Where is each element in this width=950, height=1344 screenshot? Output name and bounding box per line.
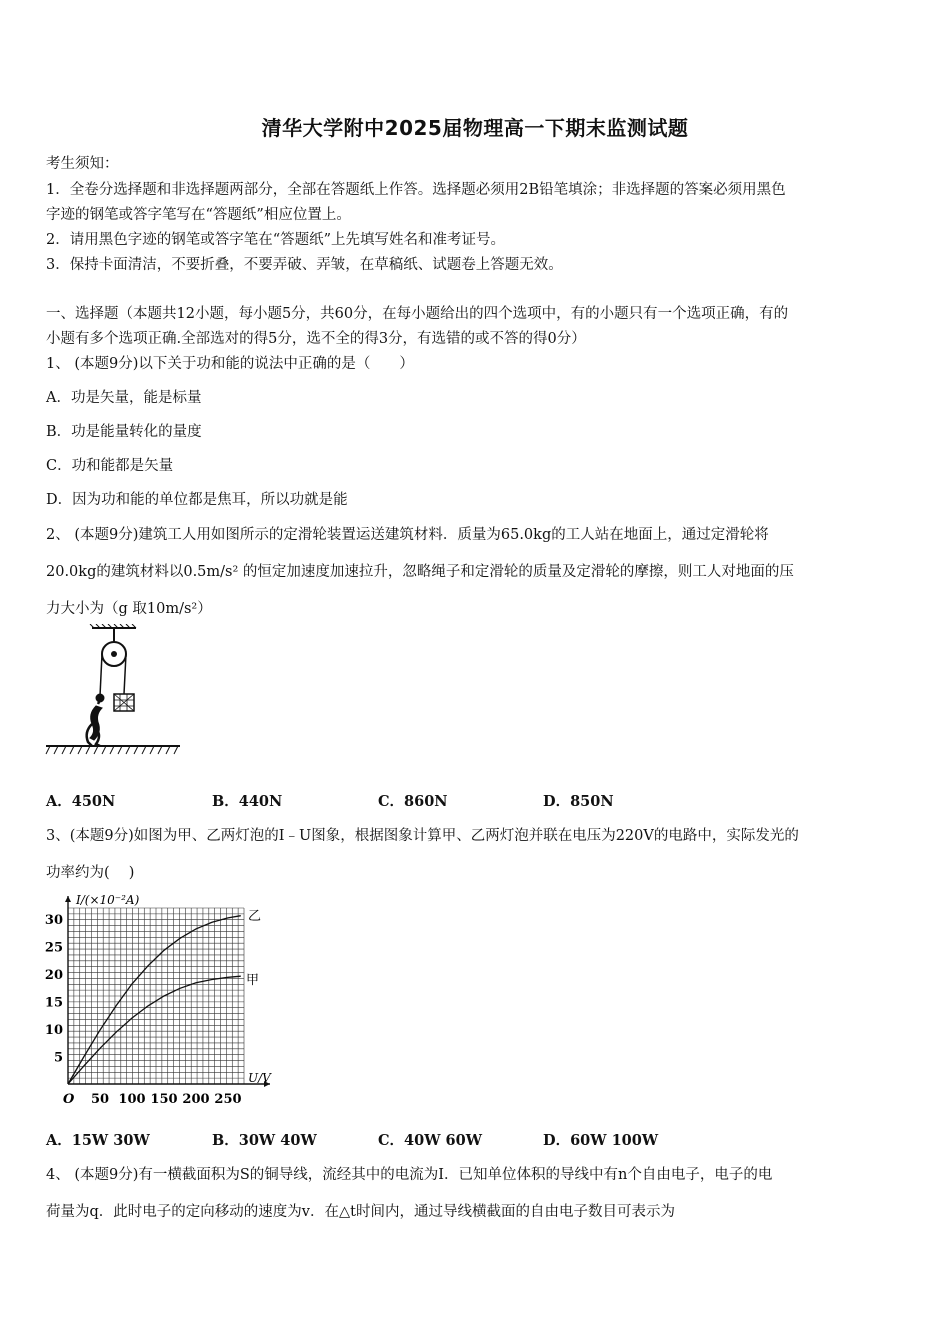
notice-item: 3．保持卡面清洁，不要折叠，不要弄破、弄皱，在草稿纸、试题卷上答题无效。 — [46, 257, 563, 273]
origin-label: O — [63, 1092, 75, 1107]
question-2-stem: 力大小为（g 取10m/s²） — [46, 601, 212, 617]
iu-chart — [40, 888, 290, 1110]
question-2-option-d: D．850N — [543, 793, 614, 810]
question-3-option-c: C．40W 60W — [378, 1132, 483, 1149]
question-2-option-b: B．440N — [212, 793, 283, 810]
y-tick-label: 10 — [44, 1023, 63, 1038]
notice-heading: 考生须知： — [46, 156, 119, 172]
question-1-option-c: C．功和能都是矢量 — [46, 458, 174, 474]
page-title: 清华大学附中2025届物理高一下期末监测试题 — [261, 116, 689, 140]
y-tick-label: 25 — [44, 940, 63, 956]
section-instructions: 一、选择题（本题共12小题，每小题5分，共60分，在每小题给出的四个选项中，有的小题只有一个选项正确，有的 — [46, 306, 789, 322]
question-3-stem: 3、(本题9分)如图为甲、乙两灯泡的I﹣U图象，根据图象计算甲、乙两灯泡并联在电压为220V的电路中，实际发光的 — [46, 828, 799, 844]
y-tick-label: 15 — [44, 995, 63, 1011]
question-3-option-a: A．15W 30W — [46, 1132, 150, 1149]
y-tick-label: 30 — [44, 913, 63, 928]
question-2-option-c: C．860N — [378, 793, 448, 810]
question-4-stem: 荷量为q．此时电子的定向移动的速度为v．在△t时间内，通过导线横截面的自由电子数目可表示为 — [46, 1204, 675, 1220]
question-1-option-d: D．因为功和能的单位都是焦耳，所以功就是能 — [46, 492, 348, 508]
worker-figure — [87, 694, 104, 746]
question-1-option-b: B．功是能量转化的量度 — [46, 424, 202, 440]
x-tick-label: 250 — [214, 1092, 242, 1107]
y-axis-arrow — [65, 896, 71, 902]
question-3-option-d: D．60W 100W — [543, 1132, 659, 1149]
legend-jia: 甲 — [246, 973, 260, 988]
notice-item: 1．全卷分选择题和非选择题两部分，全部在答题纸上作答。选择题必须用2B铅笔填涂；非选择题的答案必须用黑色 — [46, 182, 786, 198]
section-instructions: 小题有多个选项正确.全部选对的得5分，选不全的得3分，有选错的或不答的得0分） — [46, 331, 586, 347]
question-4-stem: 4、 (本题9分)有一横截面积为S的铜导线，流经其中的电流为I．已知单位体积的导线中有n个自由电子，电子的电 — [46, 1167, 773, 1183]
question-1-option-a: A．功是矢量，能是标量 — [46, 390, 202, 406]
question-2-option-a: A．450N — [46, 793, 116, 810]
question-2-stem: 20.0kg的建筑材料以0.5m/s² 的恒定加速度加速拉升，忽略绳子和定滑轮的质量及定滑轮的摩擦，则工人对地面的压 — [46, 564, 794, 580]
x-tick-label: 100 — [118, 1092, 146, 1107]
notice-item: 字迹的钢笔或答字笔写在“答题纸”相应位置上。 — [46, 207, 351, 223]
pulley-figure — [44, 624, 184, 760]
chart-grid — [68, 908, 244, 1084]
y-axis-label: I/(×10⁻²A) — [76, 893, 140, 907]
question-3-stem: 功率约为( ) — [46, 865, 135, 881]
x-axis-label: U/V — [248, 1071, 271, 1085]
question-2-stem: 2、 (本题9分)建筑工人用如图所示的定滑轮装置运送建筑材料．质量为65.0kg的工人站在地面上，通过定滑轮将 — [46, 527, 769, 543]
question-1-stem: 1、 (本题9分)以下关于功和能的说法中正确的是（ ） — [46, 356, 414, 372]
y-tick-label: 5 — [53, 1050, 63, 1066]
question-3-option-b: B．30W 40W — [212, 1132, 317, 1149]
y-tick-label: 20 — [44, 968, 63, 983]
notice-item: 2．请用黑色字迹的钢笔或答字笔在“答题纸”上先填写姓名和准考证号。 — [46, 232, 506, 248]
x-tick-label: 150 — [150, 1092, 178, 1107]
x-tick-label: 200 — [182, 1092, 210, 1107]
legend-yi: 乙 — [248, 909, 262, 924]
x-tick-label: 50 — [90, 1092, 110, 1107]
